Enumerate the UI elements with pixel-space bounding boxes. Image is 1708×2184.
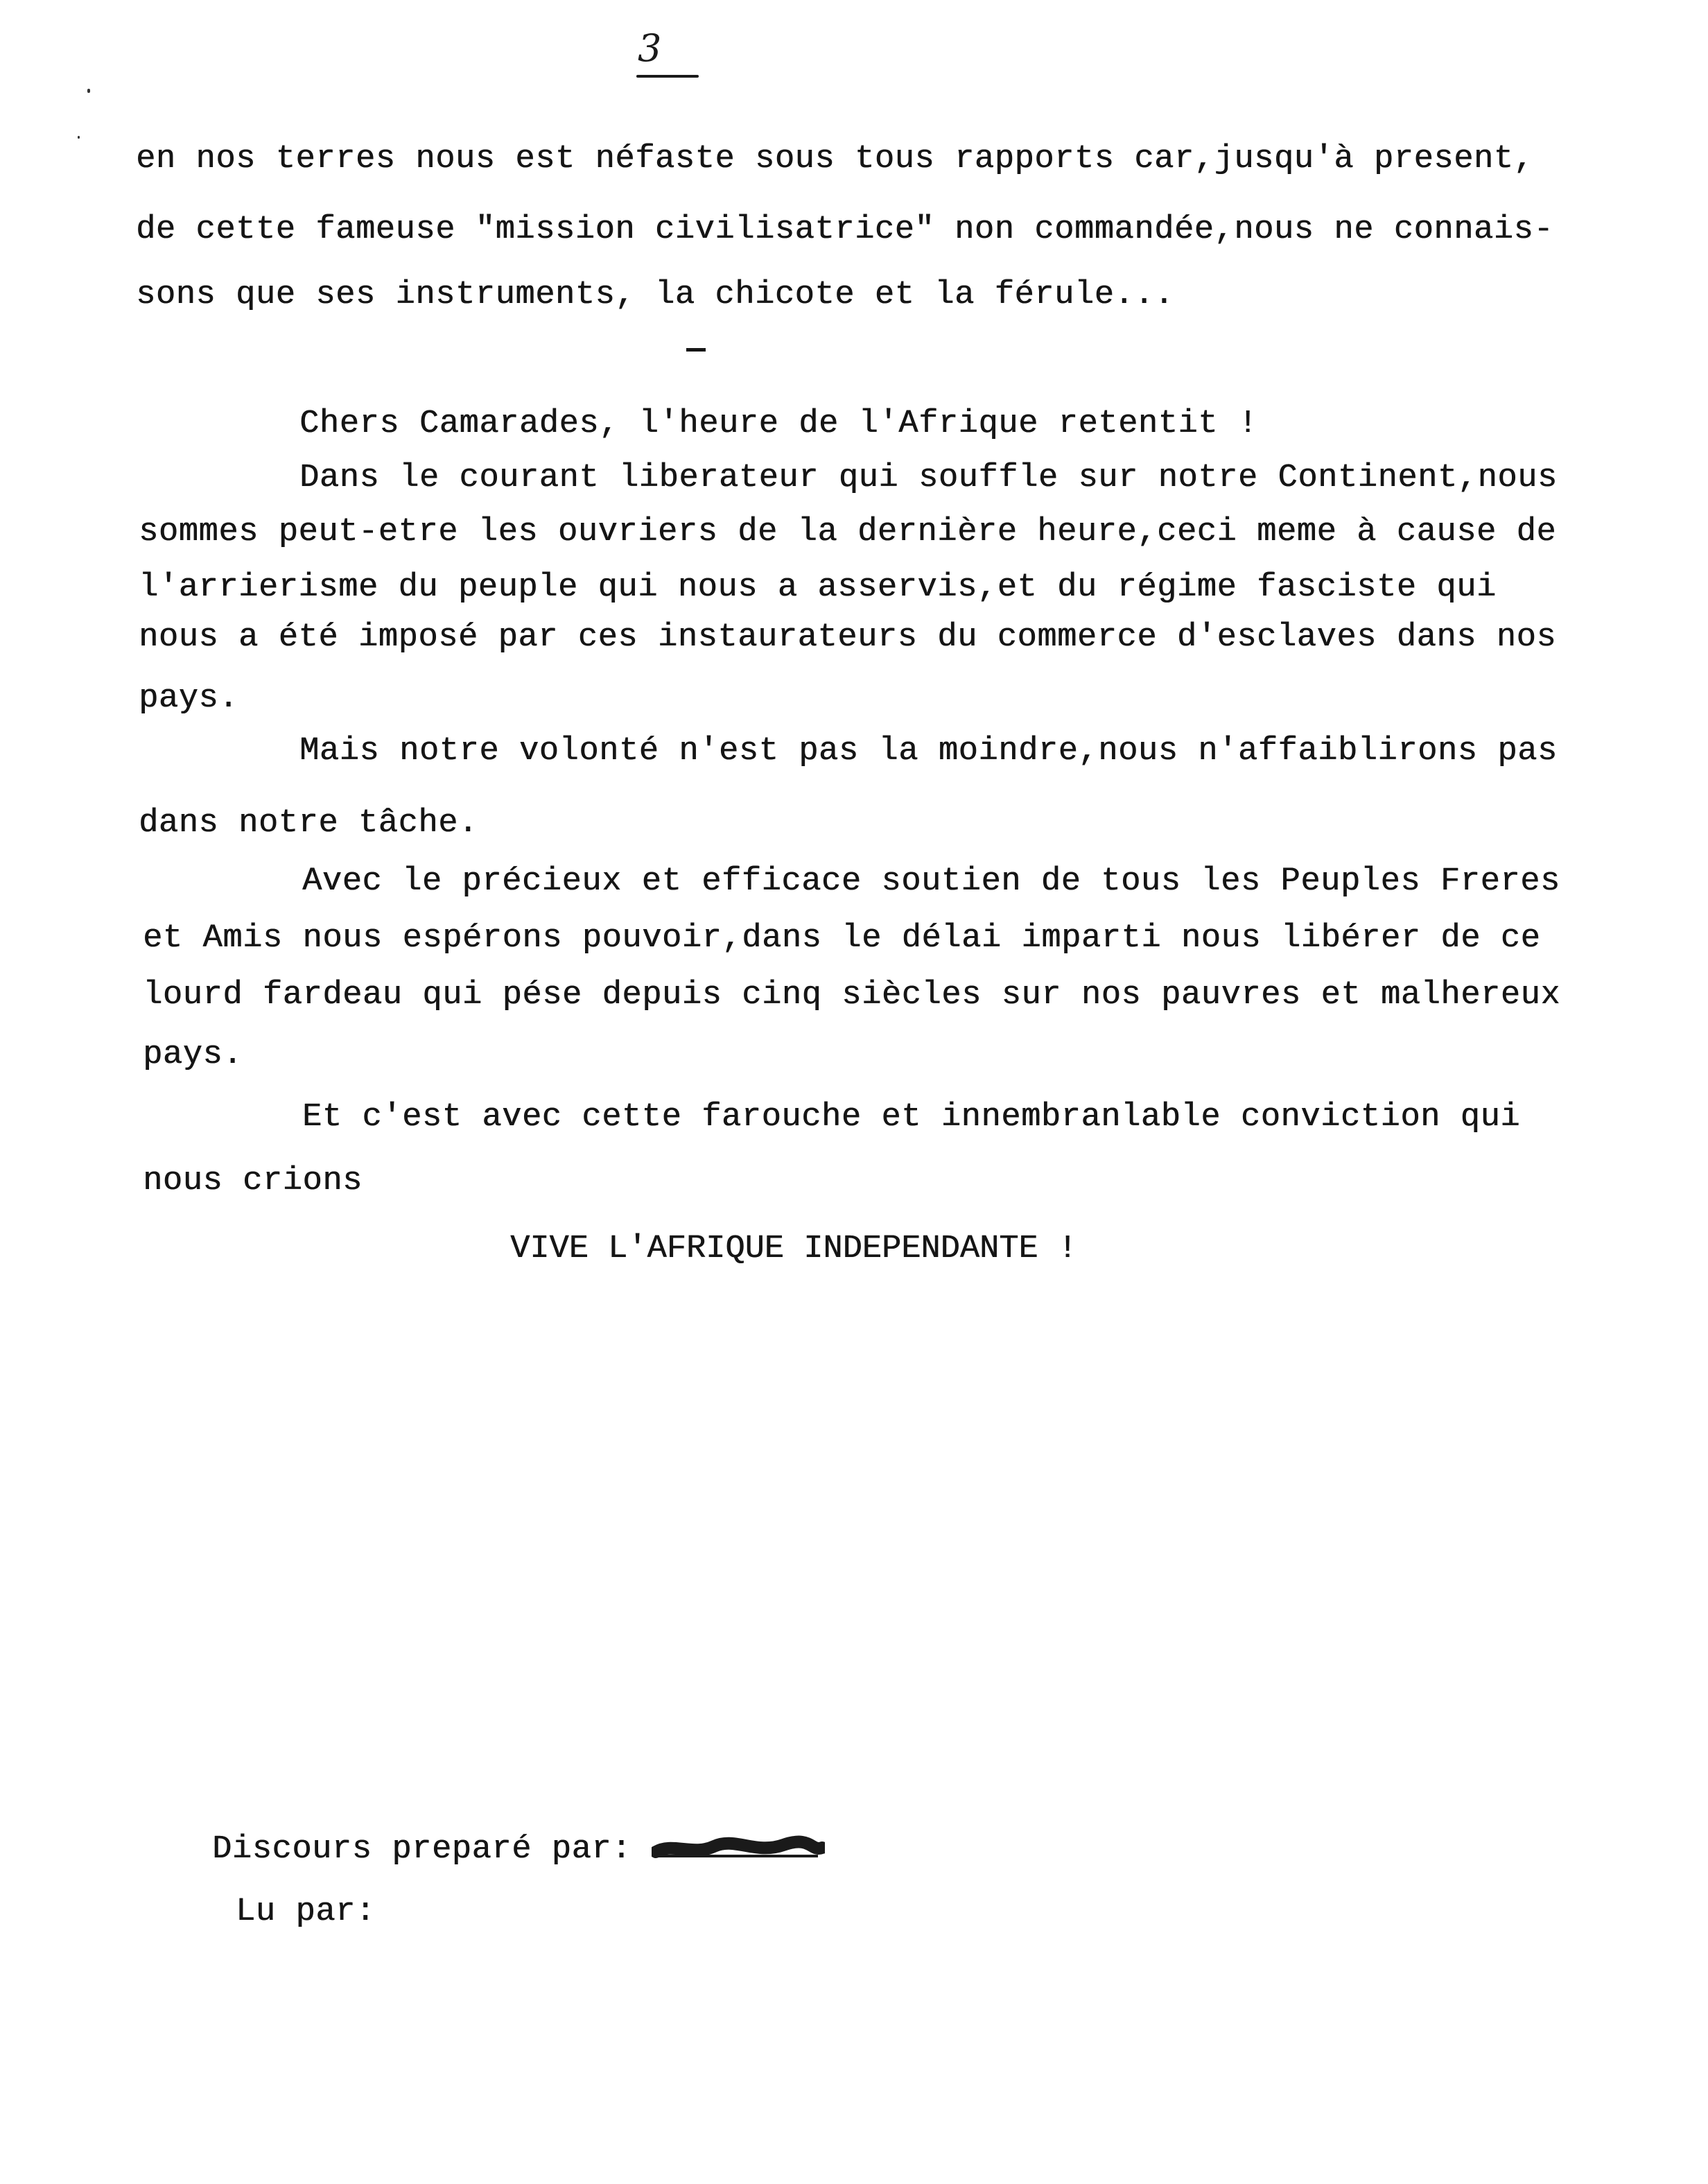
margin-speck <box>87 89 90 93</box>
closing-slogan: VIVE L'AFRIQUE INDEPENDANTE ! <box>510 1231 1077 1267</box>
text-line: sons que ses instruments, la chicote et la férule... <box>136 277 1174 313</box>
stray-dash-mark <box>686 348 706 352</box>
text-line: et Amis nous espérons pouvoir,dans le délai imparti nous libérer de ce <box>143 920 1541 957</box>
text-line: sommes peut-etre les ouvriers de la dernière heure,ceci meme à cause de <box>139 514 1557 551</box>
text-line: Mais notre volonté n'est pas la moindre,nous n'affaiblirons pas <box>299 733 1558 770</box>
redacted-name <box>652 1835 825 1863</box>
text-line: lourd fardeau qui pése depuis cinq siècles sur nos pauvres et malhereux <box>143 977 1561 1014</box>
text-line: nous a été imposé par ces instaurateurs du commerce d'esclaves dans nos <box>139 619 1557 656</box>
read-by-label: Lu par: <box>236 1893 376 1930</box>
text-line: pays. <box>143 1037 243 1073</box>
prepared-by-label: Discours preparé par: <box>212 1831 631 1868</box>
text-line: Dans le courant liberateur qui souffle sur notre Continent,nous <box>299 460 1558 496</box>
margin-speck <box>78 136 80 139</box>
text-line: pays. <box>139 680 239 717</box>
text-line: en nos terres nous est néfaste sous tous rapports car,jusqu'à present, <box>136 141 1534 177</box>
prepared-by-row <box>212 1830 825 1869</box>
text-line: nous crions <box>143 1163 363 1199</box>
page-number-underline <box>636 75 699 78</box>
text-line: Avec le précieux et efficace soutien de tous les Peuples Freres <box>302 863 1560 900</box>
page-number: 3 <box>638 26 662 70</box>
text-line: l'arrierisme du peuple qui nous a asservis,et du régime fasciste qui <box>139 569 1497 606</box>
text-line: Chers Camarades, l'heure de l'Afrique retentit ! <box>299 406 1258 442</box>
text-line: dans notre tâche. <box>139 805 478 842</box>
text-line: Et c'est avec cette farouche et innembranlable conviction qui <box>302 1099 1521 1136</box>
text-line: de cette fameuse "mission civilisatrice" non commandée,nous ne connais- <box>136 211 1554 248</box>
